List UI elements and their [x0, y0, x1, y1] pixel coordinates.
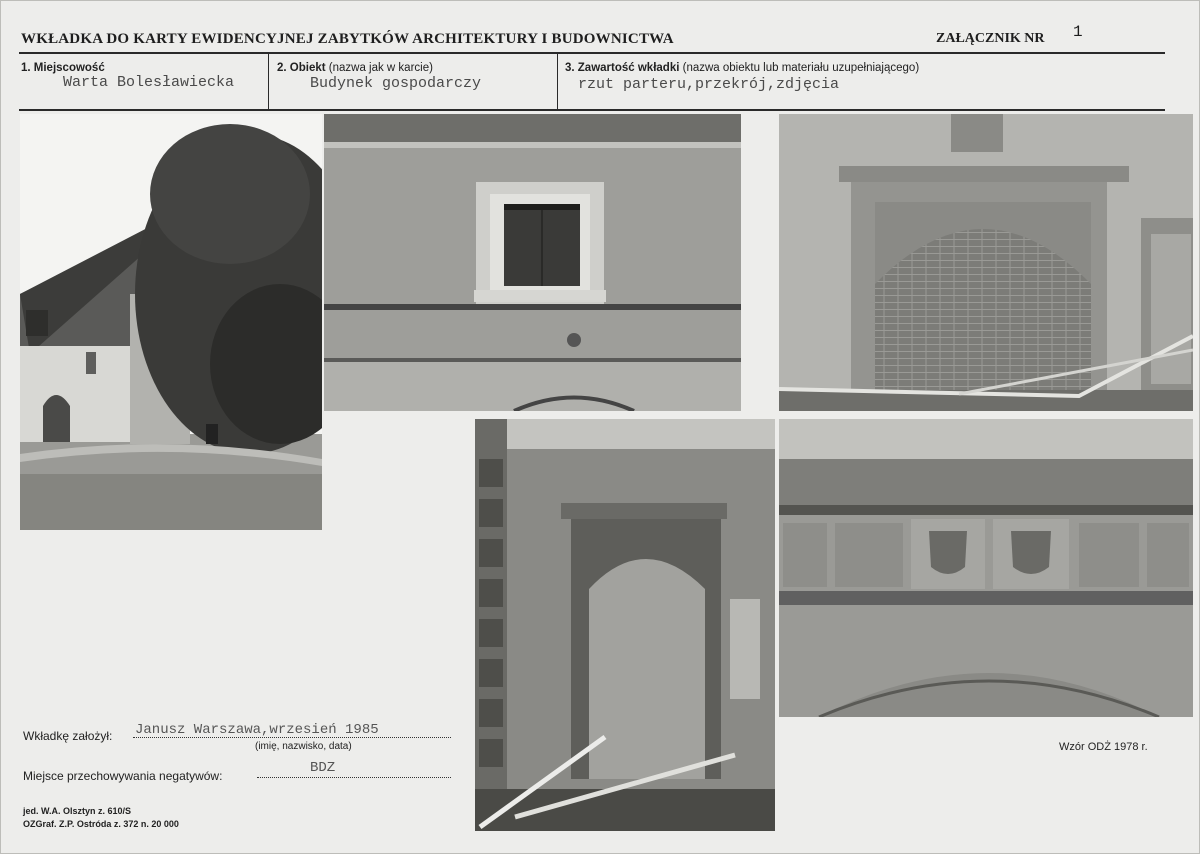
field-divider-1	[268, 54, 269, 109]
header-rule-top	[19, 52, 1165, 54]
locality-label: 1. Miejscowość	[21, 62, 105, 74]
bricked-arch-niche-photo	[779, 114, 1193, 411]
storage-dotted-line	[257, 777, 451, 778]
attachment-label: ZAŁĄCZNIK NR	[936, 31, 1045, 46]
window-detail-photo	[324, 114, 741, 411]
framed-doorway-niche-photo	[475, 419, 775, 831]
object-value: Budynek gospodarczy	[310, 75, 482, 92]
contents-label: 3. Zawartość wkładki (nazwa obiektu lub materiału uzupełniającego)	[565, 62, 920, 74]
barn-exterior-photo	[20, 114, 322, 530]
cornice-coat-of-arms-photo	[779, 419, 1193, 717]
locality-value: Warta Bolesławiecka	[63, 74, 235, 91]
header-rule-bottom	[19, 109, 1165, 111]
storage-label: Miejsce przechowywania negatywów:	[23, 769, 223, 783]
contents-value: rzut parteru,przekrój,zdjęcia	[578, 76, 840, 93]
print-line-2: OZGraf. Z.P. Ostróda z. 372 n. 20 000	[23, 819, 179, 829]
storage-value: BDZ	[310, 760, 336, 776]
attachment-number: 1	[1073, 23, 1083, 41]
print-line-1: jed. W.A. Olsztyn z. 610/S	[23, 806, 132, 816]
founder-value: Janusz Warszawa,wrzesień 1985	[135, 722, 379, 738]
template-note: Wzór ODŻ 1978 r.	[1059, 741, 1148, 753]
field-divider-2	[557, 54, 558, 109]
header-title: WKŁADKA DO KARTY EWIDENCYJNEJ ZABYTKÓW ARCHITEKTURY I BUDOWNICTWA	[21, 31, 674, 47]
object-label: 2. Obiekt (nazwa jak w karcie)	[277, 62, 433, 74]
founder-hint: (imię, nazwisko, data)	[255, 741, 352, 752]
founder-label: Wkładkę założył:	[23, 729, 113, 743]
